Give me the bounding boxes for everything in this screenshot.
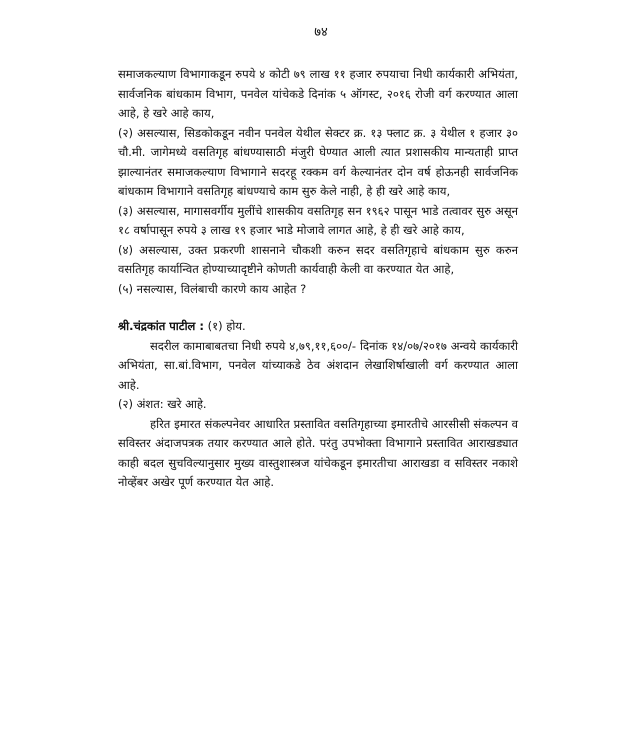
answer-paragraph-fund: सदरील कामाबाबतचा निधी रुपये ४,७९,११,६००/- दिनांक १४/०७/२०१७ अन्वये कार्यकारी अभियंता, सा.बां.विभाग, पनवेल यांच्याकडे ठेव अंशदान लेखाशिर्षाखाली वर्ग करण्यात आला आहे.: [118, 338, 518, 392]
speaker-name: श्री.चंद्रकांत पाटील :: [118, 319, 204, 333]
answer-paragraph-design: हरित इमारत संकल्पनेवर आधारित प्रस्तावित वसतिगृहाच्या इमारतीचे आरसीसी संकल्पन व सविस्तर अंदाजपत्रक तयार करण्यात आले होते. परंतु उपभोक्ता विभागाने प्रस्तावित आराखड्यात काही बदल सुचविल्यानुसार मुख्य वास्तुशास्त्रज यांचेकडून इमारतीचा आराखडा व सविस्तर नकाशे नोव्हेंबर अखेर पूर्ण करण्यात येत आहे.: [118, 416, 518, 489]
question-intro: समाजकल्याण विभागाकडून रुपये ४ कोटी ७९ लाख ११ हजार रुपयाचा निधी कार्यकारी अभियंता, सार्वजनिक बांधकाम विभाग, पनवेल यांचेकडे दिनांक ५ ऑगस्ट, २०१६ रोजी वर्ग करण्यात आला आहे, हे खरे आहे काय,: [118, 67, 518, 120]
answer-line-1: [118, 317, 518, 337]
document-body: [118, 65, 518, 493]
answer-part-2: (२) अंशत: खरे आहे.: [118, 397, 207, 411]
question-part-3: (३) असल्यास, मागासवर्गीय मुलींचे शासकीय वसतिगृह सन १९६२ पासून भाडे तत्वावर सुरु असून १८ वर्षापासून रुपये ३ लाख १९ हजार भाडे मोजावे लागत आहे, हे ही खरे आहे काय,: [118, 203, 518, 237]
page-number: ७४: [314, 25, 328, 40]
question-part-5: (५) नसल्यास, विलंबाची कारणे काय आहेत ?: [118, 281, 307, 296]
question-part-4: (४) असल्यास, उक्त प्रकरणी शासनाने चौकशी करुन सदर वसतिगृहाचे बांधकाम सुरु करुन वसतिगृह कार्यान्वित होण्याच्यादृष्टीने कोणती कार्यवाही केली वा करण्यात येत आहे,: [118, 242, 518, 276]
question-part-2: (२) असल्यास, सिडकोकडून नवीन पनवेल येथील सेक्टर क्र. १३ फ्लाट क्र. ३ येथील १ हजार ३० चौ.मी. जागेमध्ये वसतिगृह बांधण्यासाठी मंजुरी घेण्यात आली त्यात प्रशासकीय मान्यताही प्राप्त झाल्यानंतर समाजकल्याण विभागाने सदरहू रक्कम वर्ग केल्यानंतर दोन वर्ष होऊनही सार्वजनिक बांधकाम विभागाने वसतिगृह बांधण्याचे काम सुरु केले नाही, हे ही खरे आहे काय,: [118, 125, 518, 198]
section-gap: [118, 299, 518, 317]
answer-part-1: (१) होय.: [207, 319, 246, 333]
